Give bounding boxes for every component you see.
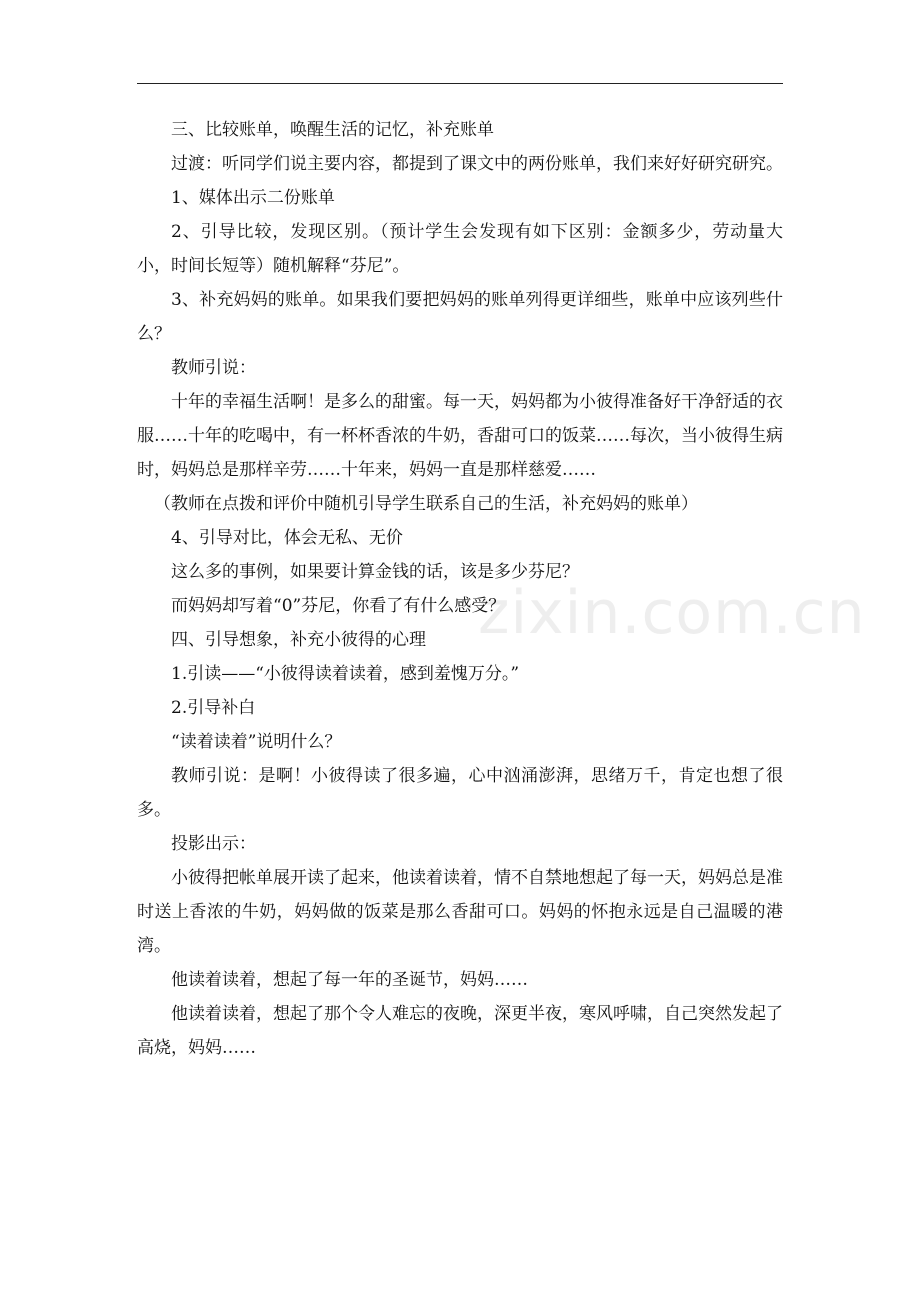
watermark: zixin.com.cn: [478, 578, 866, 648]
paragraph-projection-2: 他读着读着，想起了每一年的圣诞节，妈妈……: [171, 970, 528, 990]
paragraph-teacher-narration-2: 教师引说：是啊！小彼得读了很多遍，心中汹涌澎湃，思绪万千，肯定也想了很多。: [137, 766, 783, 820]
list-item-guided-reading: 1.引读——“小彼得读着读着，感到羞愧万分。”: [171, 664, 520, 684]
list-item-fill-blank: 2.引导补白: [171, 698, 256, 718]
document-body: [137, 113, 783, 1065]
paragraph-question-3: “读着读着”说明什么？: [171, 732, 342, 752]
paragraph-narration: 十年的幸福生活啊！是多么的甜蜜。每一天，妈妈都为小彼得准备好干净舒适的衣服……十年的吃喝中，有一杯杯香浓的牛奶，香甜可口的饭菜……每次，当小彼得生病时，妈妈总是那样辛劳……十年来，妈妈一直是那样慈爱……: [137, 392, 783, 480]
list-item-3: 3、补充妈妈的账单。如果我们要把妈妈的账单列得更详细些，账单中应该列些什么？: [137, 290, 783, 344]
projection-label: 投影出示：: [171, 834, 256, 854]
paragraph-question-1: 这么多的事例，如果要计算金钱的话，该是多少芬尼？: [171, 562, 579, 582]
list-item-4: 4、引导对比，体会无私、无价: [171, 528, 403, 548]
list-item-2: 2、引导比较，发现区别。（预计学生会发现有如下区别：金额多少，劳动量大小，时间长短等）随机解释“芬尼”。: [137, 222, 783, 276]
section-heading-4: 四、引导想象，补充小彼得的心理: [171, 630, 426, 650]
list-item-1: 1、媒体出示二份账单: [171, 188, 335, 208]
paragraph-transition: 过渡：听同学们说主要内容，都提到了课文中的两份账单，我们来好好研究研究。: [171, 154, 783, 174]
section-heading-3: 三、比较账单，唤醒生活的记忆，补充账单: [171, 120, 494, 140]
paragraph-question-2: 而妈妈却写着“0”芬尼，你看了有什么感受？: [171, 596, 506, 616]
paragraph-projection-3: 他读着读着，想起了那个令人难忘的夜晚，深更半夜，寒风呼啸，自己突然发起了高烧，妈妈……: [137, 1004, 783, 1058]
paragraph-projection-1: 小彼得把帐单展开读了起来，他读着读着，情不自禁地想起了每一天，妈妈总是准时送上香浓的牛奶，妈妈做的饭菜是那么香甜可口。妈妈的怀抱永远是自己温暖的港湾。: [137, 868, 783, 956]
teacher-narration-label: 教师引说：: [171, 358, 256, 378]
header-rule: [137, 83, 783, 84]
paragraph-teacher-note: （教师在点拨和评价中随机引导学生联系自己的生活，补充妈妈的账单）: [154, 494, 698, 514]
